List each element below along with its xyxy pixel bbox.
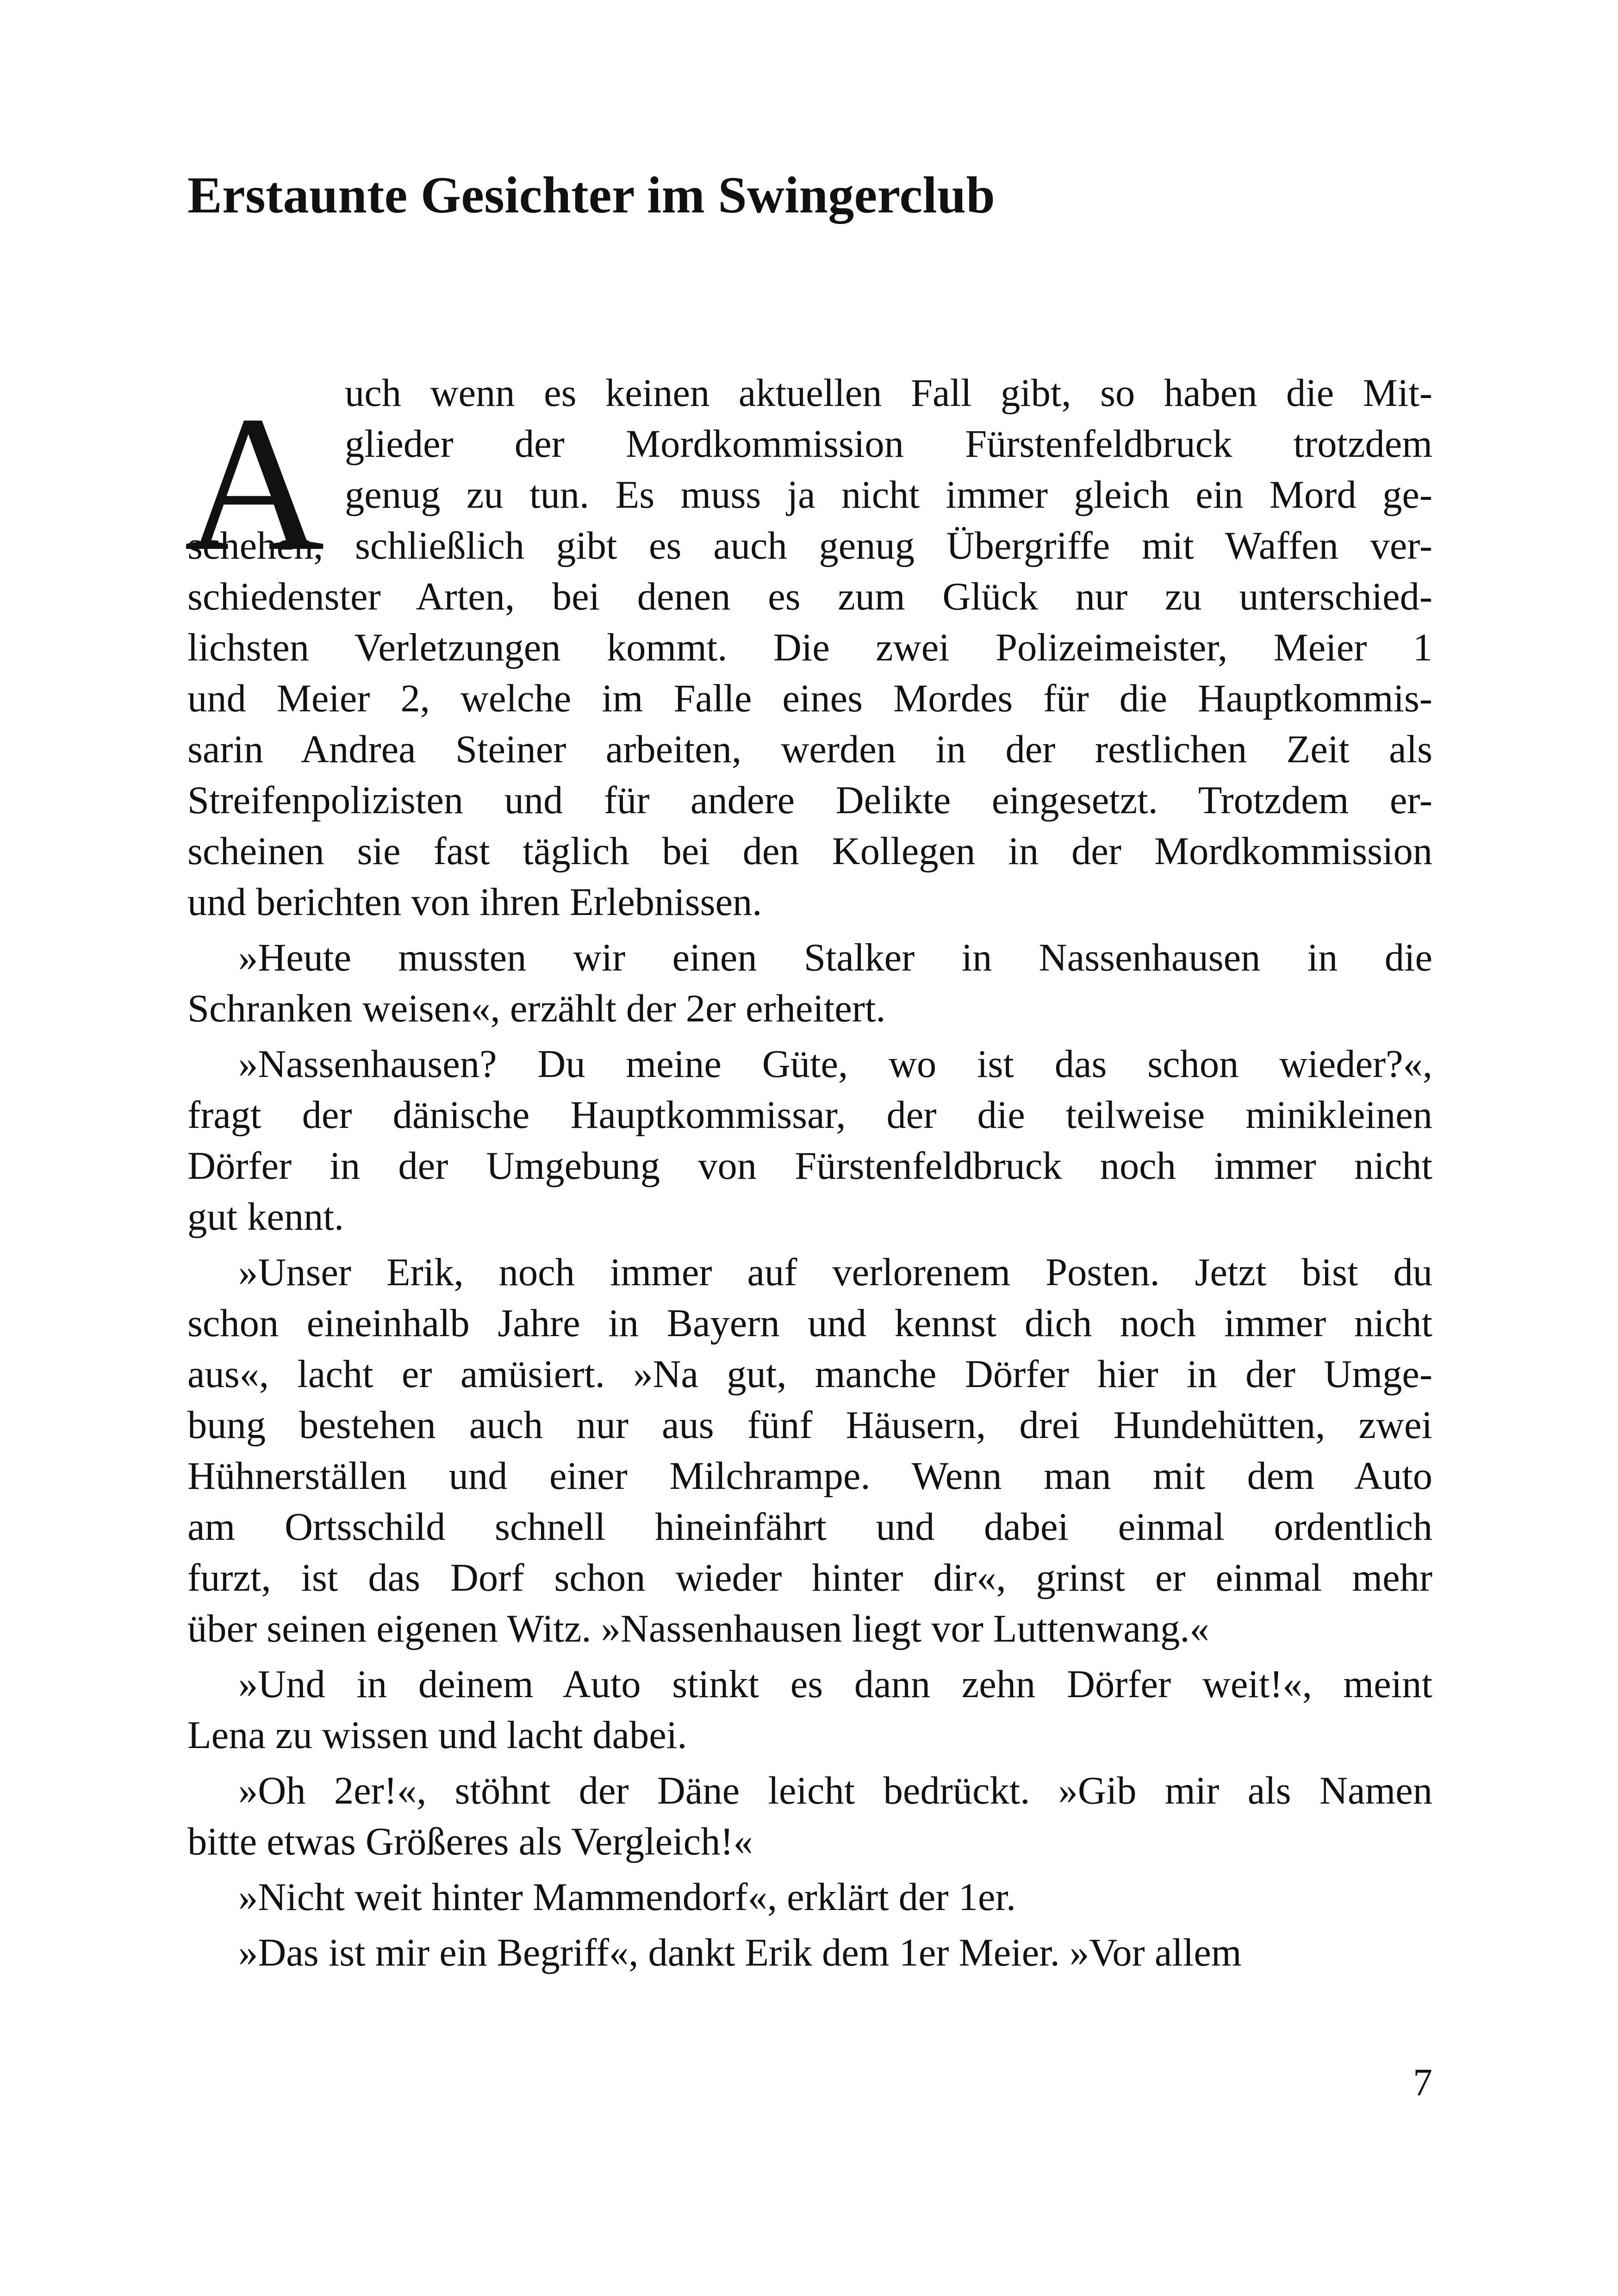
text-line: »Unser Erik, noch immer auf verlorenem Posten. Jetzt bist du bbox=[238, 1251, 1432, 1294]
text-line: »Nassenhausen? Du meine Güte, wo ist das schon wieder?«, bbox=[238, 1043, 1432, 1086]
text-line: »Nicht weit hinter Mammendorf«, erklärt der 1er. bbox=[238, 1876, 1016, 1919]
text-line: genug zu tun. Es muss ja nicht immer gleich ein Mord ge- bbox=[345, 473, 1432, 516]
text-line: »Oh 2er!«, stöhnt der Däne leicht bedrückt. »Gib mir als Namen bbox=[238, 1769, 1432, 1812]
text-line: Streifenpolizisten und für andere Delikte eingesetzt. Trotzdem er- bbox=[187, 779, 1432, 822]
text-line: scheinen sie fast täglich bei den Kollegen in der Mordkommission bbox=[187, 830, 1432, 873]
text-line: Lena zu wissen und lacht dabei. bbox=[187, 1714, 687, 1757]
text-line: aus«, lacht er amüsiert. »Na gut, manche Dörfer hier in der Umge- bbox=[187, 1353, 1432, 1396]
page-number: 7 bbox=[1413, 2061, 1432, 2104]
text-line: schiedenster Arten, bei denen es zum Glück nur zu unterschied- bbox=[187, 575, 1432, 618]
text-line: »Und in deinem Auto stinkt es dann zehn Dörfer weit!«, meint bbox=[238, 1663, 1432, 1706]
chapter-title: Erstaunte Gesichter im Swingerclub bbox=[187, 167, 996, 224]
text-line: schon eineinhalb Jahre in Bayern und kennst dich noch immer nicht bbox=[187, 1302, 1432, 1345]
text-line: fragt der dänische Hauptkommissar, der die teilweise minikleinen bbox=[187, 1094, 1432, 1137]
text-line: bung bestehen auch nur aus fünf Häusern, drei Hundehütten, zwei bbox=[187, 1404, 1432, 1447]
text-line: über seinen eigenen Witz. »Nassenhausen liegt vor Luttenwang.« bbox=[187, 1607, 1209, 1650]
text-line: am Ortsschild schnell hineinfährt und dabei einmal ordentlich bbox=[187, 1506, 1432, 1549]
drop-cap: A bbox=[184, 376, 325, 591]
text-line: und berichten von ihren Erlebnissen. bbox=[187, 881, 762, 924]
text-line: sarin Andrea Steiner arbeiten, werden in der restlichen Zeit als bbox=[187, 728, 1432, 771]
text-line: Hühnerställen und einer Milchrampe. Wenn man mit dem Auto bbox=[187, 1455, 1432, 1498]
text-line: furzt, ist das Dorf schon wieder hinter dir«, grinst er einmal mehr bbox=[187, 1556, 1432, 1599]
text-line: Schranken weisen«, erzählt der 2er erheitert. bbox=[187, 987, 886, 1030]
text-line: glieder der Mordkommission Fürstenfeldbruck trotzdem bbox=[345, 423, 1432, 466]
text-line: uch wenn es keinen aktuellen Fall gibt, so haben die Mit- bbox=[345, 372, 1432, 415]
text-line: bitte etwas Größeres als Vergleich!« bbox=[187, 1820, 753, 1863]
text-line: »Das ist mir ein Begriff«, dankt Erik dem 1er Meier. »Vor allem bbox=[238, 1931, 1242, 1974]
text-line: Dörfer in der Umgebung von Fürstenfeldbruck noch immer nicht bbox=[187, 1145, 1432, 1188]
text-line: schehen, schließlich gibt es auch genug Übergriffe mit Waffen ver- bbox=[187, 524, 1432, 567]
text-line: gut kennt. bbox=[187, 1195, 344, 1238]
text-line: und Meier 2, welche im Falle eines Mordes für die Hauptkommis- bbox=[187, 677, 1432, 720]
text-line: lichsten Verletzungen kommt. Die zwei Polizeimeister, Meier 1 bbox=[187, 626, 1432, 669]
text-line: »Heute mussten wir einen Stalker in Nassenhausen in die bbox=[238, 936, 1432, 979]
